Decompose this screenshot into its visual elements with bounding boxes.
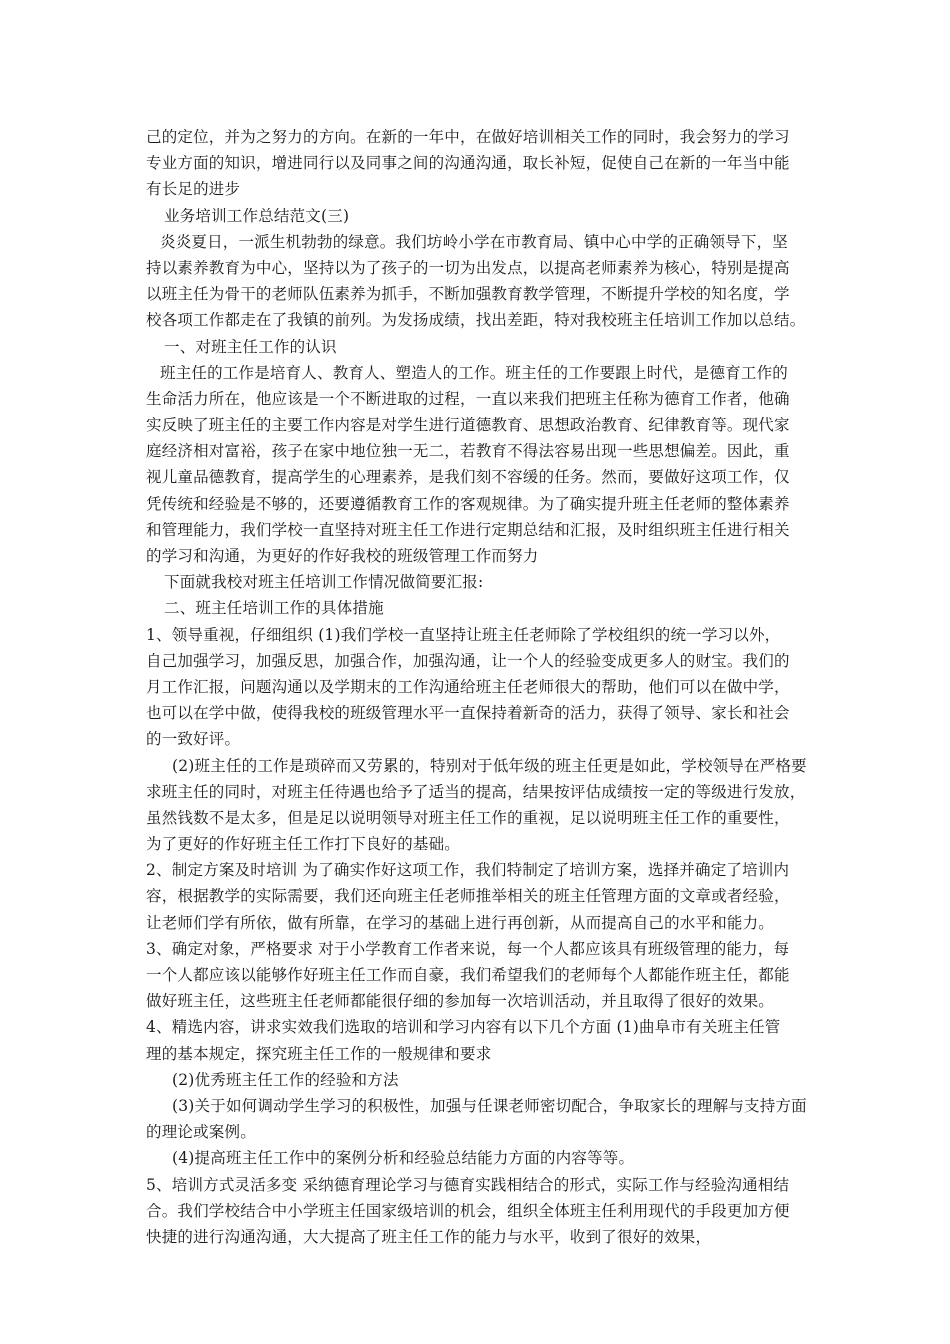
text-line: 的理论或案例。 [146,1123,256,1142]
numbered-item: 1、领导重视，仔细组织 (1)我们学校一直坚持让班主任老师除了学校组织的统一学习以外， [146,625,781,644]
text-line: 一个人都应该以能够作好班主任工作而自豪，我们希望我们的老师每个人都能作班主任，都能 [146,966,790,984]
sub-item: (2)班主任的工作是琐碎而又劳累的，特别对于低年级的班主任更是如此，学校领导在严格要 [172,756,807,775]
text-line: 月工作汇报，问题沟通以及学期末的工作沟通给班主任老师很大的帮助，他们可以在做中学， [146,677,790,696]
text-line: 的一致好评。 [146,730,241,749]
text-line: 有长足的进步 [146,180,241,199]
text-line: 的学习和沟通，为更好的作好我校的班级管理工作而努力 [146,547,539,565]
text-line: 也可以在学中做，使得我校的班级管理水平一直保持着新奇的活力，获得了领导、家长和社会 [146,704,790,723]
text-line: 合。我们学校结合中小学班主任国家级培训的机会，组织全体班主任利用现代的手段更加方便 [146,1201,790,1220]
text-line: 理的基本规定，探究班主任工作的一般规律和要求 [146,1044,492,1063]
text-line: 做好班主任，这些班主任老师都能很仔细的参加每一次培训活动，并且取得了很好的效果。 [146,992,775,1011]
text-line: 快捷的进行沟通沟通，大大提高了班主任工作的能力与水平，收到了很好的效果， [146,1227,712,1246]
sub-item: (3)关于如何调动学生学习的积极性，加强与任课老师密切配合，争取家长的理解与支持方面 [172,1096,807,1115]
section-title: 业务培训工作总结范文(三) [164,206,350,225]
text-line: 自己加强学习，加强反思，加强合作，加强沟通，让一个人的经验变成更多人的财宝。我们的 [146,651,790,670]
numbered-item: 2、制定方案及时培训 为了确实作好这项工作，我们特制定了培训方案，选择并确定了培训内 [146,861,790,880]
text-line: 专业方面的知识，增进同行以及同事之间的沟通沟通，取长补短，促使自己在新的一年当中能 [146,154,790,173]
text-line: 求班主任的同时，对班主任待遇也给予了适当的提高，结果按评估成绩按一定的等级进行发放， [146,782,806,801]
text-line: 实反映了班主任的主要工作内容是对学生进行道德教育、思想政治教育、纪律教育等。现代家 [146,416,790,435]
text-line: 虽然钱数不是太多，但是足以说明领导对班主任工作的重视，足以说明班主任工作的重要性， [146,808,790,827]
sub-item: (2)优秀班主任工作的经验和方法 [172,1070,399,1089]
numbered-item: 5、培训方式灵活多变 采纳德育理论学习与德育实践相结合的形式，实际工作与经验沟通相结 [146,1175,790,1194]
paragraph-first-line: 炎炎夏日，一派生机勃勃的绿意。我们坊岭小学在市教育局、镇中心中学的正确领导下，坚 [160,232,789,251]
text-line: 让老师们学有所依，做有所靠，在学习的基础上进行再创新，从而提高自己的水平和能力。 [146,913,775,932]
text-line: 己的定位，并为之努力的方向。在新的一年中，在做好培训相关工作的同时，我会努力的学习 [146,128,790,146]
text-line: 容，根据教学的实际需要，我们还向班主任老师推举相关的班主任管理方面的文章或者经验， [146,887,790,906]
text-line: 凭传统和经验是不够的，还要遵循教育工作的客观规律。为了确实提升班主任老师的整体素养 [146,494,790,513]
text-line: 为了更好的作好班主任工作打下良好的基础。 [146,835,461,854]
paragraph-first-line: 下面就我校对班主任培训工作情况做简要汇报: [164,573,484,592]
text-line: 持以素养教育为中心，坚持以为了孩子的一切为出发点，以提高老师素养为核心，特别是提高 [146,258,790,277]
section-heading: 一、对班主任工作的认识 [164,337,337,356]
sub-item: (4)提高班主任工作中的案例分析和经验总结能力方面的内容等等。 [172,1149,635,1168]
document-body [146,124,810,1250]
text-line: 生命活力所在，他应该是一个不断进取的过程，一直以来我们把班主任称为德育工作者，他确 [146,389,790,408]
text-line: 庭经济相对富裕，孩子在家中地位独一无二，若教育不得法容易出现一些思想偏差。因此，重 [146,442,790,461]
text-line: 校各项工作都走在了我镇的前列。为发扬成绩，找出差距，特对我校班主任培训工作加以总结。 [146,311,806,330]
numbered-item: 3、确定对象，严格要求 对于小学教育工作者来说，每一个人都应该具有班级管理的能力，每 [146,939,790,958]
numbered-item: 4、精选内容，讲求实效我们选取的培训和学习内容有以下几个方面 (1)曲阜市有关班主任管 [146,1018,781,1037]
text-line: 以班主任为骨干的老师队伍素养为抓手，不断加强教育教学管理，不断提升学校的知名度，学 [146,285,790,304]
text-line: 和管理能力，我们学校一直坚持对班主任工作进行定期总结和汇报，及时组织班主任进行相关 [146,520,790,539]
text-line: 视儿童品德教育，提高学生的心理素养，是我们刻不容缓的任务。然而，要做好这项工作，仅 [146,468,790,487]
section-heading: 二、班主任培训工作的具体措施 [164,599,384,618]
paragraph-first-line: 班主任的工作是培育人、教育人、塑造人的工作。班主任的工作要跟上时代，是德育工作的 [160,363,789,382]
